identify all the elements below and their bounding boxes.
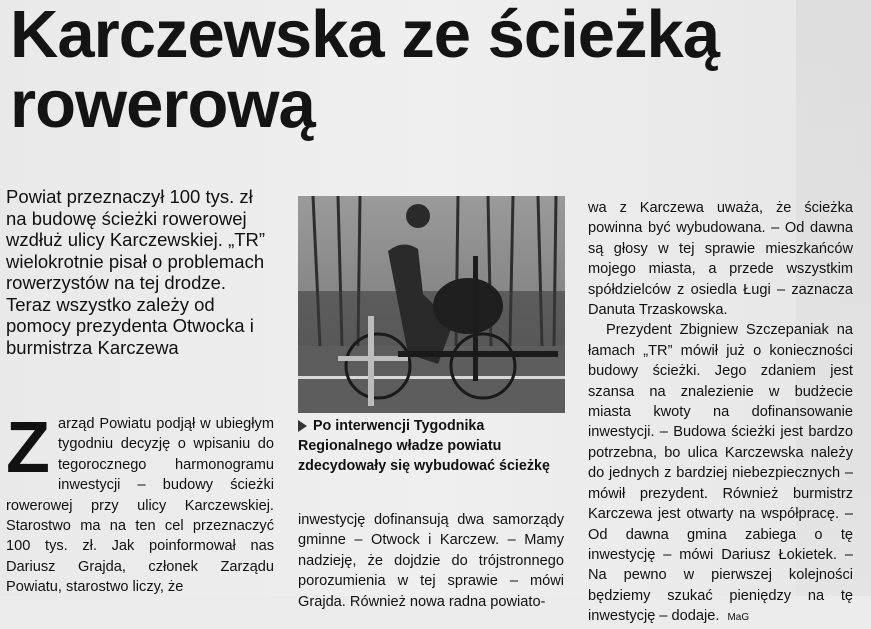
column-3-paragraph-2 xyxy=(588,320,853,628)
author-signature: MaG xyxy=(727,612,750,624)
lead-paragraph: Powiat przeznaczył 100 tys. zł na budowę ścieżki rowerowej wzdłuż ulicy Karczewskiej. „TR” wielokrotnie pisał o problemach rowerzystów na tej drodze. Teraz wszystko zależy od pomocy prezydenta Otwocka i burmistrza Karczewa xyxy=(6,186,266,358)
photo-illustration xyxy=(298,196,565,413)
article-column-3 xyxy=(588,198,853,629)
column-3-paragraph-1: wa z Karczewa uważa, że ścieżka powinna być wybudowana. – Od dawna są głosy w tej sprawie mieszkańców mojego miasta, a przede wszystkim spółdzielców z osiedla Ługi – zaznacza Danuta Trzaskowska. xyxy=(588,200,853,319)
caption-text: Po interwencji Tygodnika Regionalnego władze powiatu zdecydowały się wybudować ścieżkę xyxy=(298,418,550,474)
column-3-paragraph-2-text: Prezydent Zbigniew Szczepaniak na łamach „TR” mówił już o konieczności budowy ścieżki. Jego zdaniem jest szansa na znalezienie w budżecie miasta kwoty na dofinansowanie inwestycji. – Budowa ścieżki jest bardzo potrzebna, bo ulica Karczewska należy do jednych z bardziej niebezpiecznych – mówił prezydent. Również burmistrz Karczewa jest otwarty na współpracę. – Od dawna gmina zabiega o tę inwestycję – mówi Dariusz Łokietek. – Na pewno w pierwszej kolejności będziemy szukać pieniędzy na tę inwestycję – dodaje. xyxy=(588,322,853,625)
article-column-2: inwestycję dofinansują dwa samorządy gminne – Otwock i Karczew. – Mamy nadzieję, że dojdzie do trójstronnego porozumienia w tej sprawie – mówi Grajda. Również nowa radna powiato- xyxy=(298,512,564,610)
triangle-bullet-icon xyxy=(298,420,307,432)
photo-caption xyxy=(298,416,564,476)
article-column-1 xyxy=(6,408,274,598)
column-1-text: arząd Powiatu podjął w ubiegłym tygodniu decyzję o wpisaniu do tegorocznego harmonogramu inwestycji – budowy ścieżki rowerowej przy ulicy Karczewskiej. Starostwo ma na ten cel przeznaczyć 100 tys. zł. Jak poinformował nas Dariusz Grajda, członek Zarządu Powiatu, starostwo liczy, że xyxy=(6,416,274,596)
drop-cap: Z xyxy=(6,408,50,488)
headline: Karczewska ze ścieżką rowerową xyxy=(10,0,720,142)
cyclist-photo xyxy=(298,196,565,413)
